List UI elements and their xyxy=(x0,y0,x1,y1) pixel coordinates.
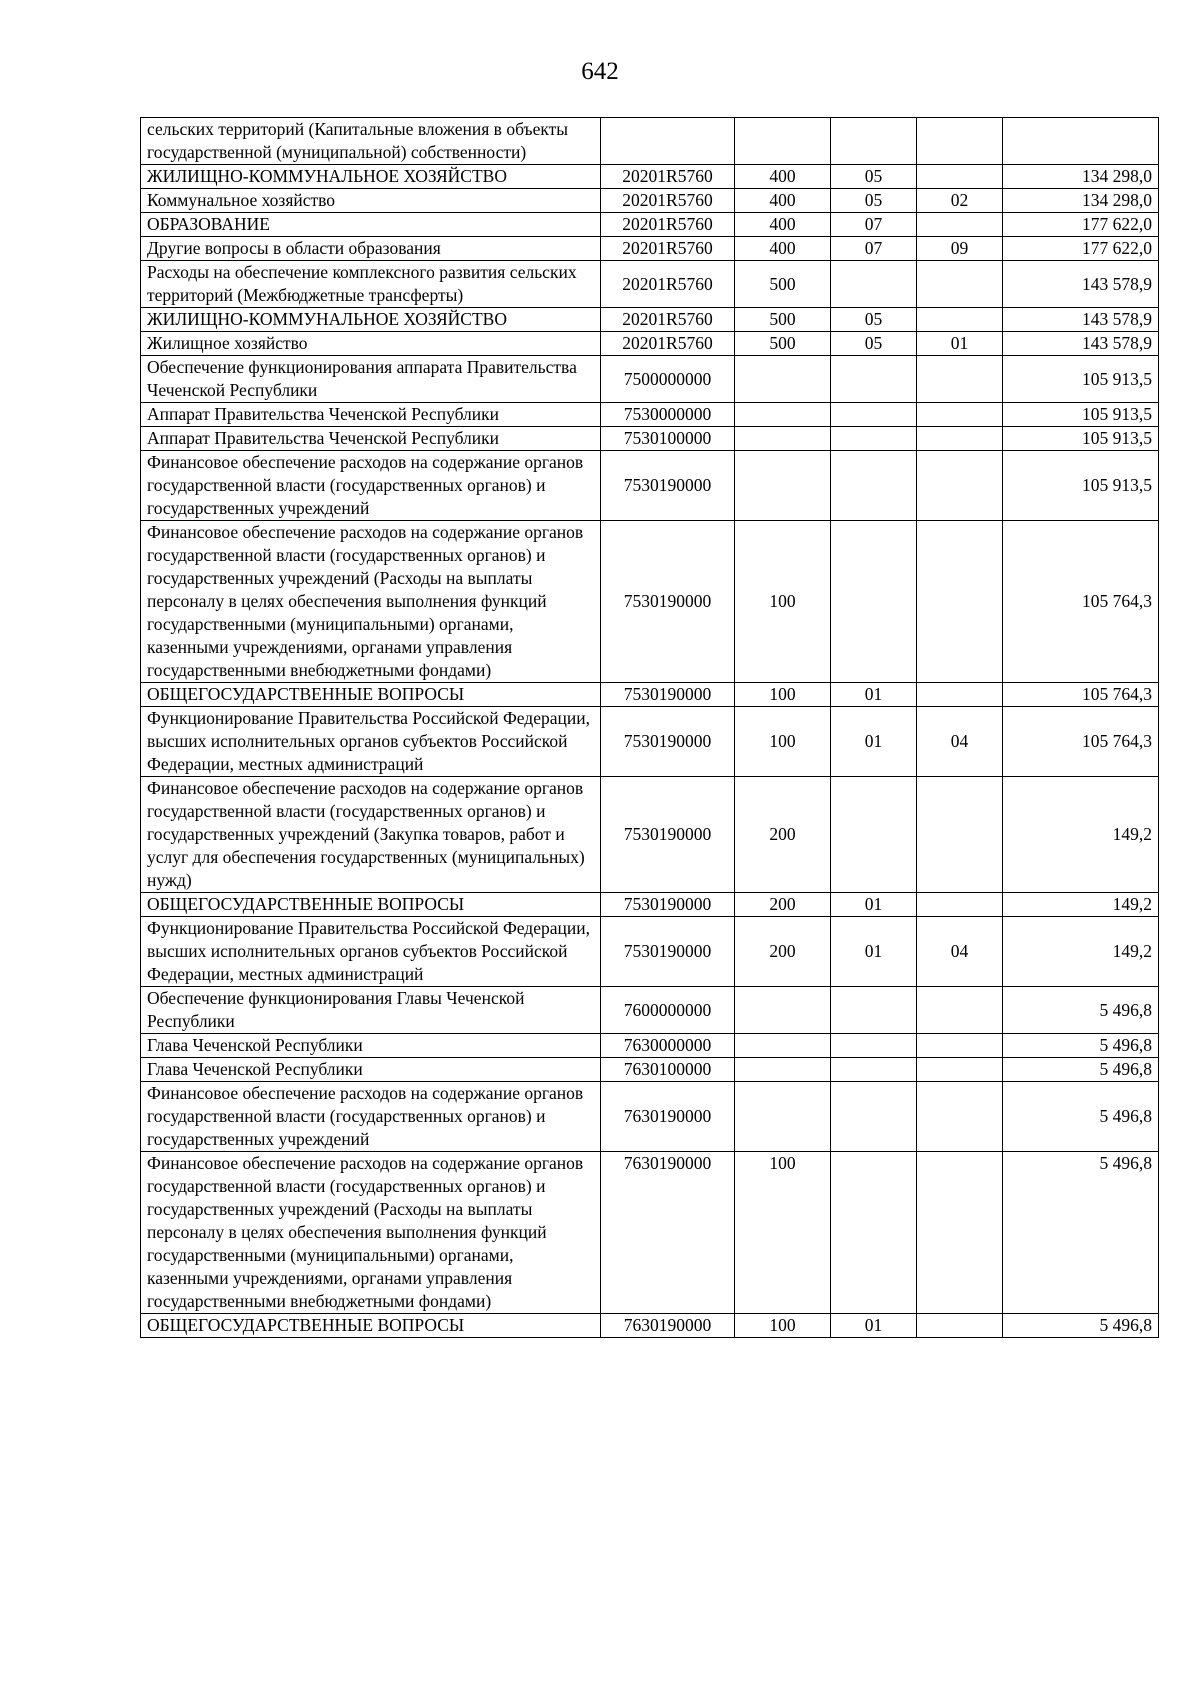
cell-amount: 134 298,0 xyxy=(1003,189,1159,213)
cell-amount: 143 578,9 xyxy=(1003,332,1159,356)
cell-section xyxy=(831,356,917,403)
cell-subsection xyxy=(917,261,1003,308)
cell-name: Финансовое обеспечение расходов на содержание органов государственной власти (государственных органов) и государственных учреждений xyxy=(141,1082,601,1152)
table-row xyxy=(141,165,1159,189)
cell-subsection xyxy=(917,308,1003,332)
cell-target-code: 7530190000 xyxy=(601,521,735,683)
cell-target-code: 7630190000 xyxy=(601,1314,735,1338)
cell-target-code: 20201R5760 xyxy=(601,189,735,213)
cell-subsection xyxy=(917,777,1003,893)
cell-expense-type: 200 xyxy=(735,917,831,987)
cell-name: Аппарат Правительства Чеченской Республики xyxy=(141,427,601,451)
cell-section xyxy=(831,521,917,683)
cell-expense-type: 400 xyxy=(735,213,831,237)
cell-target-code: 7530190000 xyxy=(601,917,735,987)
cell-expense-type: 400 xyxy=(735,165,831,189)
cell-target-code: 7500000000 xyxy=(601,356,735,403)
cell-subsection xyxy=(917,118,1003,165)
cell-name: Аппарат Правительства Чеченской Республики xyxy=(141,403,601,427)
cell-target-code: 7630000000 xyxy=(601,1034,735,1058)
cell-amount: 5 496,8 xyxy=(1003,1152,1159,1314)
table-row xyxy=(141,707,1159,777)
table-row xyxy=(141,521,1159,683)
cell-amount: 105 913,5 xyxy=(1003,356,1159,403)
cell-expense-type: 400 xyxy=(735,189,831,213)
cell-name: Функционирование Правительства Российской Федерации, высших исполнительных органов субъектов Российской Федерации, местных администраций xyxy=(141,707,601,777)
cell-target-code: 20201R5760 xyxy=(601,332,735,356)
cell-subsection xyxy=(917,213,1003,237)
cell-section xyxy=(831,777,917,893)
cell-amount: 177 622,0 xyxy=(1003,237,1159,261)
cell-name: ОБЩЕГОСУДАРСТВЕННЫЕ ВОПРОСЫ xyxy=(141,683,601,707)
cell-amount: 149,2 xyxy=(1003,777,1159,893)
table-row xyxy=(141,118,1159,165)
cell-expense-type: 500 xyxy=(735,332,831,356)
cell-amount: 105 764,3 xyxy=(1003,521,1159,683)
cell-section: 01 xyxy=(831,1314,917,1338)
table-row xyxy=(141,332,1159,356)
cell-expense-type: 100 xyxy=(735,521,831,683)
cell-amount: 105 764,3 xyxy=(1003,707,1159,777)
table-row xyxy=(141,917,1159,987)
cell-name: Другие вопросы в области образования xyxy=(141,237,601,261)
table-row xyxy=(141,1314,1159,1338)
table-row xyxy=(141,777,1159,893)
cell-expense-type xyxy=(735,403,831,427)
cell-amount: 105 913,5 xyxy=(1003,403,1159,427)
cell-amount: 5 496,8 xyxy=(1003,1034,1159,1058)
cell-name: Функционирование Правительства Российской Федерации, высших исполнительных органов субъектов Российской Федерации, местных администраций xyxy=(141,917,601,987)
cell-target-code: 7630190000 xyxy=(601,1082,735,1152)
cell-target-code: 7630100000 xyxy=(601,1058,735,1082)
cell-expense-type: 200 xyxy=(735,893,831,917)
cell-name: Глава Чеченской Республики xyxy=(141,1034,601,1058)
cell-target-code: 7530190000 xyxy=(601,451,735,521)
table-row xyxy=(141,427,1159,451)
table-row xyxy=(141,683,1159,707)
cell-section xyxy=(831,261,917,308)
table-row xyxy=(141,403,1159,427)
table-row xyxy=(141,1058,1159,1082)
cell-section: 07 xyxy=(831,237,917,261)
table-row xyxy=(141,189,1159,213)
cell-section: 01 xyxy=(831,683,917,707)
cell-section: 01 xyxy=(831,893,917,917)
cell-expense-type: 100 xyxy=(735,1152,831,1314)
cell-name: Финансовое обеспечение расходов на содержание органов государственной власти (государственных органов) и государственных учреждений (Расходы на выплаты персоналу в целях обеспечения выполнения функций государственными (муниципальными) органами, казенными учреждениями, органами управления государственными внебюджетными фондами) xyxy=(141,521,601,683)
cell-subsection xyxy=(917,403,1003,427)
cell-section xyxy=(831,118,917,165)
cell-section xyxy=(831,987,917,1034)
budget-table xyxy=(140,117,1159,1338)
cell-subsection: 09 xyxy=(917,237,1003,261)
cell-target-code: 7530000000 xyxy=(601,403,735,427)
cell-target-code: 7530190000 xyxy=(601,893,735,917)
cell-subsection xyxy=(917,1152,1003,1314)
cell-section xyxy=(831,1152,917,1314)
cell-section xyxy=(831,427,917,451)
table-row xyxy=(141,893,1159,917)
cell-expense-type xyxy=(735,1058,831,1082)
cell-name: Жилищное хозяйство xyxy=(141,332,601,356)
cell-amount: 105 764,3 xyxy=(1003,683,1159,707)
cell-subsection: 01 xyxy=(917,332,1003,356)
table-row xyxy=(141,987,1159,1034)
cell-name: Финансовое обеспечение расходов на содержание органов государственной власти (государственных органов) и государственных учреждений (Закупка товаров, работ и услуг для обеспечения государственных (муниципальных) нужд) xyxy=(141,777,601,893)
cell-target-code: 7530100000 xyxy=(601,427,735,451)
cell-amount: 177 622,0 xyxy=(1003,213,1159,237)
cell-subsection xyxy=(917,451,1003,521)
cell-target-code: 20201R5760 xyxy=(601,261,735,308)
cell-expense-type xyxy=(735,118,831,165)
cell-name: Обеспечение функционирования Главы Чеченской Республики xyxy=(141,987,601,1034)
cell-subsection xyxy=(917,987,1003,1034)
cell-name: ОБЩЕГОСУДАРСТВЕННЫЕ ВОПРОСЫ xyxy=(141,1314,601,1338)
cell-section: 01 xyxy=(831,707,917,777)
cell-name: сельских территорий (Капитальные вложения в объекты государственной (муниципальной) собственности) xyxy=(141,118,601,165)
table-row xyxy=(141,1082,1159,1152)
cell-amount: 134 298,0 xyxy=(1003,165,1159,189)
cell-subsection xyxy=(917,1314,1003,1338)
cell-target-code: 7530190000 xyxy=(601,683,735,707)
cell-subsection xyxy=(917,427,1003,451)
table-row xyxy=(141,1034,1159,1058)
cell-section xyxy=(831,1082,917,1152)
cell-name: Финансовое обеспечение расходов на содержание органов государственной власти (государственных органов) и государственных учреждений xyxy=(141,451,601,521)
cell-subsection xyxy=(917,1082,1003,1152)
table-row xyxy=(141,356,1159,403)
cell-amount: 5 496,8 xyxy=(1003,1082,1159,1152)
cell-subsection xyxy=(917,521,1003,683)
cell-expense-type: 500 xyxy=(735,308,831,332)
cell-section xyxy=(831,1058,917,1082)
cell-target-code: 7630190000 xyxy=(601,1152,735,1314)
cell-amount: 5 496,8 xyxy=(1003,987,1159,1034)
cell-name: ЖИЛИЩНО-КОММУНАЛЬНОЕ ХОЗЯЙСТВО xyxy=(141,308,601,332)
cell-section: 05 xyxy=(831,332,917,356)
cell-section: 01 xyxy=(831,917,917,987)
cell-expense-type: 100 xyxy=(735,707,831,777)
budget-table-body xyxy=(141,118,1159,1338)
cell-subsection xyxy=(917,165,1003,189)
cell-subsection: 04 xyxy=(917,917,1003,987)
cell-subsection xyxy=(917,683,1003,707)
cell-name: ОБЩЕГОСУДАРСТВЕННЫЕ ВОПРОСЫ xyxy=(141,893,601,917)
cell-target-code: 20201R5760 xyxy=(601,165,735,189)
cell-subsection xyxy=(917,893,1003,917)
cell-amount: 143 578,9 xyxy=(1003,308,1159,332)
cell-name: ЖИЛИЩНО-КОММУНАЛЬНОЕ ХОЗЯЙСТВО xyxy=(141,165,601,189)
cell-expense-type: 200 xyxy=(735,777,831,893)
cell-expense-type xyxy=(735,1082,831,1152)
table-row xyxy=(141,213,1159,237)
cell-name: Обеспечение функционирования аппарата Правительства Чеченской Республики xyxy=(141,356,601,403)
table-row xyxy=(141,308,1159,332)
table-row xyxy=(141,451,1159,521)
cell-section: 07 xyxy=(831,213,917,237)
cell-section xyxy=(831,403,917,427)
cell-section: 05 xyxy=(831,308,917,332)
cell-target-code: 20201R5760 xyxy=(601,237,735,261)
cell-subsection: 02 xyxy=(917,189,1003,213)
table-row xyxy=(141,1152,1159,1314)
cell-name: ОБРАЗОВАНИЕ xyxy=(141,213,601,237)
cell-expense-type xyxy=(735,427,831,451)
cell-amount: 5 496,8 xyxy=(1003,1314,1159,1338)
table-row xyxy=(141,237,1159,261)
cell-target-code: 7530190000 xyxy=(601,777,735,893)
cell-amount: 5 496,8 xyxy=(1003,1058,1159,1082)
cell-amount: 149,2 xyxy=(1003,893,1159,917)
cell-target-code: 20201R5760 xyxy=(601,213,735,237)
page-number: 642 xyxy=(581,58,619,85)
cell-expense-type: 500 xyxy=(735,261,831,308)
cell-section xyxy=(831,1034,917,1058)
cell-expense-type: 100 xyxy=(735,1314,831,1338)
cell-expense-type xyxy=(735,1034,831,1058)
cell-subsection xyxy=(917,356,1003,403)
cell-amount: 105 913,5 xyxy=(1003,451,1159,521)
cell-expense-type xyxy=(735,356,831,403)
cell-name: Расходы на обеспечение комплексного развития сельских территорий (Межбюджетные трансферты) xyxy=(141,261,601,308)
cell-expense-type xyxy=(735,451,831,521)
cell-amount: 105 913,5 xyxy=(1003,427,1159,451)
cell-target-code: 7530190000 xyxy=(601,707,735,777)
cell-target-code: 7600000000 xyxy=(601,987,735,1034)
cell-name: Коммунальное хозяйство xyxy=(141,189,601,213)
cell-amount: 143 578,9 xyxy=(1003,261,1159,308)
table-row xyxy=(141,261,1159,308)
cell-target-code: 20201R5760 xyxy=(601,308,735,332)
cell-amount xyxy=(1003,118,1159,165)
cell-amount: 149,2 xyxy=(1003,917,1159,987)
cell-subsection: 04 xyxy=(917,707,1003,777)
cell-expense-type: 100 xyxy=(735,683,831,707)
cell-name: Финансовое обеспечение расходов на содержание органов государственной власти (государственных органов) и государственных учреждений (Расходы на выплаты персоналу в целях обеспечения выполнения функций государственными (муниципальными) органами, казенными учреждениями, органами управления государственными внебюджетными фондами) xyxy=(141,1152,601,1314)
cell-subsection xyxy=(917,1058,1003,1082)
cell-section: 05 xyxy=(831,165,917,189)
cell-section: 05 xyxy=(831,189,917,213)
cell-target-code xyxy=(601,118,735,165)
cell-expense-type xyxy=(735,987,831,1034)
cell-name: Глава Чеченской Республики xyxy=(141,1058,601,1082)
cell-section xyxy=(831,451,917,521)
cell-subsection xyxy=(917,1034,1003,1058)
cell-expense-type: 400 xyxy=(735,237,831,261)
